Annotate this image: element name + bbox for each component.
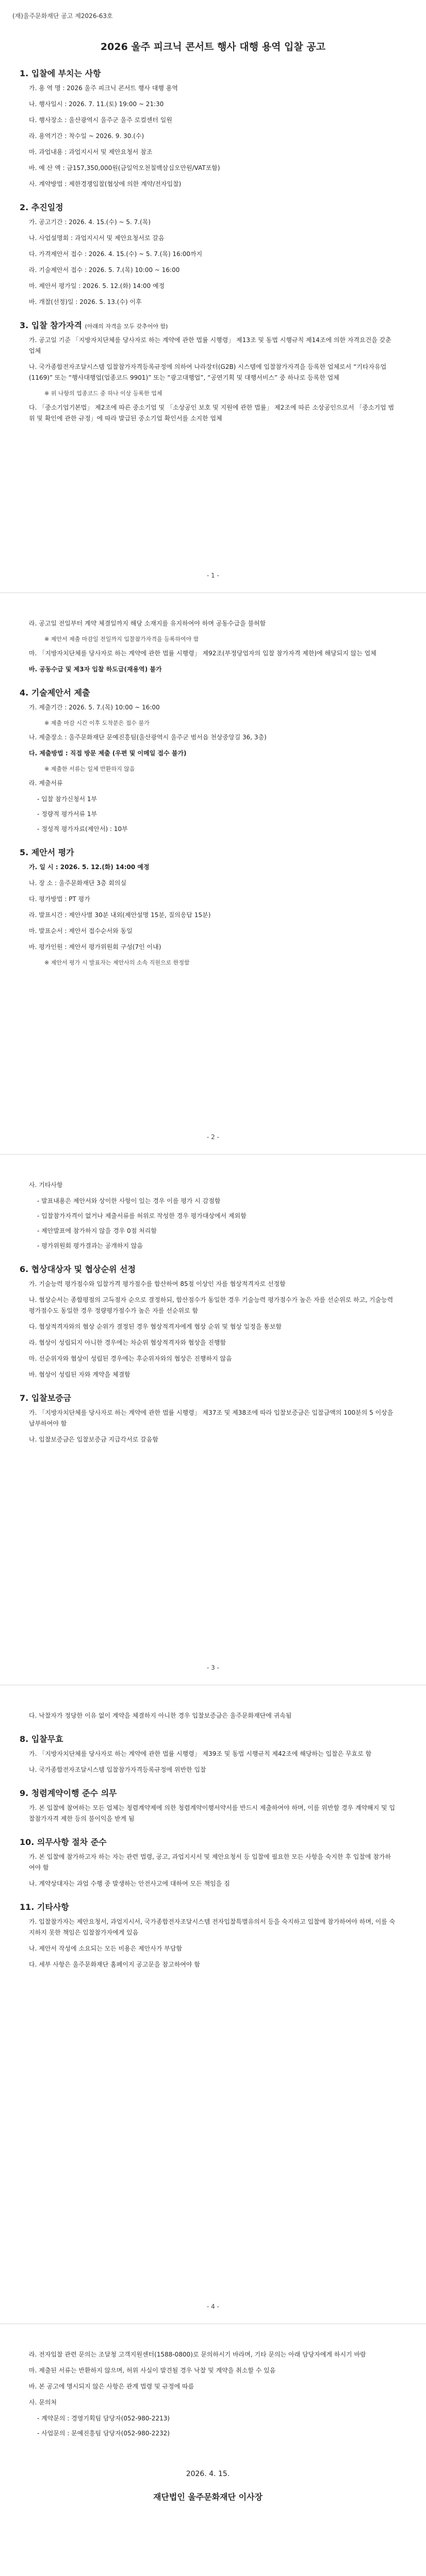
s6-item: 다. 협상적격자와의 협상 순위가 결정된 경우 협상적격자에게 협상 순위 및 협상 일정을 통보함 (29, 1323, 282, 1330)
section-10-title: 10. 의무사항 절차 준수 (20, 1837, 107, 1847)
s2-item: 나. 사업설명회 : 과업지시서 및 제안요청서로 갈음 (29, 234, 165, 242)
s5-note: ※ 제안서 평가 시 발표자는 제안사의 소속 직원으로 한정함 (44, 959, 190, 966)
s4-item: 다. 제출방법 : 직접 방문 제출 (우편 및 이메일 접수 불가) (29, 750, 187, 757)
s3-item: 라. 공고일 전일부터 계약 체결일까지 해당 소재지를 유지하여야 하며 공동수급을 불허함 (29, 620, 266, 627)
s1-item: 다. 행사장소 : 울산광역시 울주군 울주 로컬센터 일원 (29, 116, 172, 124)
s3-item: 나. 국가종합전자조달시스템 입찰참가자격등록규정에 의하여 나라장터(G2B) 시스템에 입찰참가자격을 등록한 업체로서 “기타자유업(1169)” 또는 “행사대행업(업종코드 9901)” 또는 “광고대행업”, “공연기획 및 대행서비스” 중 하나로 등록한 업체 (29, 363, 387, 381)
s4-subitem: - 정량적 평가서류 1부 (37, 810, 97, 818)
s1-item: 바. 예 산 액 : 금157,350,000원(금일억오천칠백삼십오만원/VAT포함) (29, 164, 220, 172)
page-1 (0, 67, 426, 429)
s1-item: 가. 용 역 명 : 2026 울주 피크닉 콘서트 행사 대행 용역 (29, 84, 178, 92)
s4-item: 라. 제출서류 (29, 779, 63, 787)
s3-item: 가. 공고일 기준 「지방자치단체를 당사자로 하는 계약에 관한 법률 시행령」 제13조 및 동법 시행규칙 제14조에 의한 자격요건을 갖춘 업체 (29, 336, 391, 354)
section-2-title: 2. 추진일정 (20, 202, 63, 212)
section-3-note: (아래의 자격을 모두 갖추어야 함) (85, 323, 168, 330)
page-number: - 3 - (207, 1664, 219, 1671)
s6-item: 나. 협상순서는 종합평점의 고득점자 순으로 결정하되, 합산점수가 동일한 경우 기술능력 평가점수가 높은 자를 선순위로 하고, 기술능력 평가점수도 동일한 경우 정량평가점수가 높은 자를 선순위로 함 (29, 1296, 394, 1314)
section-1-title: 1. 입찰에 부치는 사항 (20, 69, 101, 78)
s11-item: 라. 전자입찰 관련 문의는 조달청 고객지원센터(1588-0800)로 문의하시기 바라며, 기타 문의는 아래 담당자에게 하시기 바람 (29, 2351, 366, 2358)
s2-item: 마. 제안서 평가일 : 2026. 5. 12.(화) 14:00 예정 (29, 282, 165, 290)
s11-item: 마. 제출된 서류는 반환하지 않으며, 허위 사실이 발견될 경우 낙찰 및 계약을 취소할 수 있음 (29, 2367, 276, 2374)
section-4-title: 4. 기술제안서 제출 (20, 688, 90, 698)
page-2 (0, 618, 426, 972)
s4-note: ※ 제출한 서류는 일체 반환하지 않음 (44, 766, 135, 772)
s5-item: 마. 발표순서 : 제안서 접수순서와 동일 (29, 927, 133, 935)
s7-item: 나. 입찰보증금은 입찰보증금 지급각서로 갈음함 (29, 1436, 158, 1443)
s11-subitem: - 계약문의 : 경영기획팀 담당자(052-980-2213) (37, 2415, 170, 2422)
section-11-title: 11. 기타사항 (20, 1902, 69, 1912)
section-9-title: 9. 청렴계약이행 준수 의무 (20, 1788, 117, 1798)
s5-subitem: - 발표내용은 제안서와 상이한 사항이 있는 경우 이를 평가 시 감점함 (37, 1197, 221, 1205)
page-3 (0, 1180, 426, 1450)
s11-item: 나. 제안서 작성에 소요되는 모든 비용은 제안사가 부담함 (29, 1945, 183, 1952)
s2-item: 바. 개찰(선정)일 : 2026. 5. 13.(수) 이후 (29, 298, 142, 306)
s2-item: 가. 공고기간 : 2026. 4. 15.(수) ~ 5. 7.(목) (29, 218, 151, 226)
s11-item: 가. 입찰참가자는 제안요청서, 과업지시서, 국가종합전자조달시스템 전자입찰특별유의서 등을 숙지하고 입찰에 참가하여야 하며, 이를 숙지하지 못한 책임은 입찰참가자에게 있음 (29, 1918, 396, 1936)
s5-item: 사. 기타사항 (29, 1181, 63, 1189)
s11-item: 바. 본 공고에 명시되지 않은 사항은 관계 법령 및 규정에 따름 (29, 2383, 194, 2390)
s11-item: 사. 문의처 (29, 2399, 57, 2406)
s5-item: 가. 일 시 : 2026. 5. 12.(화) 14:00 예정 (29, 863, 150, 871)
s10-item: 나. 계약상대자는 과업 수행 중 발생하는 안전사고에 대하여 모든 책임을 짐 (29, 1880, 230, 1887)
s5-subitem: - 제안발표에 참가하지 않을 경우 0점 처리함 (37, 1227, 157, 1234)
s4-item: 가. 제출기간 : 2026. 5. 7.(목) 10:00 ~ 16:00 (29, 704, 160, 711)
doc-title: 2026 울주 피크닉 콘서트 행사 대행 용역 입찰 공고 (100, 41, 326, 53)
section-7-title: 7. 입찰보증금 (20, 1393, 72, 1403)
s6-item: 바. 협상이 성립된 자와 계약을 체결함 (29, 1371, 130, 1378)
page-4 (0, 1710, 426, 1975)
s5-item: 바. 평가인원 : 제안서 평가위원회 구성(7인 이내) (29, 943, 161, 951)
s4-note: ※ 제출 마감 시간 이후 도착분은 접수 불가 (44, 720, 150, 726)
s1-item: 마. 과업내용 : 과업지시서 및 제안요청서 참조 (29, 148, 153, 156)
s7-item: 가. 「지방자치단체를 당사자로 하는 계약에 관한 법률 시행령」 제37조 및 제38조에 따라 입찰보증금은 입찰금액의 100분의 5 이상을 납부하여야 함 (29, 1409, 394, 1427)
sign-org: 재단법인 울주문화재단 이사장 (153, 2492, 263, 2502)
s2-item: 라. 기술제안서 접수 : 2026. 5. 7.(목) 10:00 ~ 16:00 (29, 266, 180, 274)
s4-item: 나. 제출장소 : 울주문화재단 문예진흥팀(울산광역시 울주군 범서읍 천상중앙길 36, 3층) (29, 734, 267, 741)
s6-item: 라. 협상이 성립되지 아니한 경우에는 차순위 협상적격자와 협상을 진행함 (29, 1339, 226, 1346)
s5-subitem: - 평가위원회 평가결과는 공개하지 않음 (37, 1242, 143, 1249)
s11-item: 다. 세부 사항은 울주문화재단 홈페이지 공고문을 참고하여야 함 (29, 1961, 200, 1968)
s8-item: 가. 「지방자치단체를 당사자로 하는 계약에 관한 법률 시행령」 제39조 및 동법 시행규칙 제42조에 해당하는 입찰은 무효로 함 (29, 1750, 372, 1757)
s7-item: 다. 낙찰자가 정당한 이유 없이 계약을 체결하지 아니한 경우 입찰보증금은 울주문화재단에 귀속됨 (29, 1712, 292, 1719)
section-3-heading: 3. 입찰 참가자격 (20, 320, 83, 330)
s9-item: 가. 본 입찰에 참여하는 모든 업체는 청렴계약제에 의한 청렴계약이행서약서를 반드시 제출하여야 하며, 이를 위반할 경우 계약해지 및 입찰참가자격 제한 등의 불이익을 받게 됨 (29, 1804, 396, 1822)
s3-item: 바. 공동수급 및 제3자 입찰 하도급(재용역) 불가 (29, 666, 162, 673)
page-number: - 2 - (207, 1133, 219, 1141)
page-5 (0, 2349, 426, 2502)
s10-item: 가. 본 입찰에 참가하고자 하는 자는 관련 법령, 공고, 과업지시서 및 제안요청서 등 입찰에 필요한 모든 사항을 숙지한 후 입찰에 참가하여야 함 (29, 1853, 391, 1871)
s3-note: ※ 위 나항의 업종코드 중 하나 이상 등록한 업체 (44, 390, 162, 397)
section-8-title: 8. 입찰무효 (20, 1734, 63, 1744)
s5-item: 라. 발표시간 : 제안사별 30분 내외(제안설명 15분, 질의응답 15분) (29, 911, 211, 919)
section-5-title: 5. 제안서 평가 (20, 848, 74, 857)
s11-subitem: - 사업문의 : 문예진흥팀 담당자(052-980-2232) (37, 2430, 170, 2437)
s5-subitem: - 입찰참가자격이 없거나 제출서류를 허위로 작성한 경우 평가대상에서 제외함 (37, 1212, 247, 1219)
s3-note: ※ 제안서 제출 마감일 전일까지 입찰참가자격을 등록하여야 함 (44, 636, 199, 642)
page-number: - 1 - (207, 572, 219, 579)
s4-subitem: - 입찰 참가신청서 1부 (37, 795, 97, 803)
sign-date: 2026. 4. 15. (186, 2470, 230, 2478)
s3-item: 마. 「지방자치단체를 당사자로 하는 계약에 관한 법률 시행령」 제92조(부정당업자의 입찰 참가자격 제한)에 해당되지 않는 업체 (29, 650, 376, 657)
s1-item: 라. 용역기간 : 착수일 ~ 2026. 9. 30.(수) (29, 132, 144, 140)
s8-item: 나. 국가종합전자조달시스템 입찰참가자격등록규정에 위반한 입찰 (29, 1766, 206, 1773)
s1-item: 사. 계약방법 : 제한경쟁입찰(협상에 의한 계약/전자입찰) (29, 180, 182, 188)
page-number: - 4 - (207, 2303, 219, 2310)
doc-number: (재)울주문화재단 공고 제2026-63호 (12, 12, 113, 20)
s5-item: 나. 장 소 : 울주문화재단 3층 회의실 (29, 879, 127, 887)
s5-item: 다. 평가방법 : PT 평가 (29, 895, 90, 903)
s6-item: 마. 선순위자와 협상이 성립된 경우에는 후순위자와의 협상은 진행하지 않음 (29, 1355, 232, 1362)
s2-item: 다. 가격제안서 접수 : 2026. 4. 15.(수) ~ 5. 7.(목) 16:00까지 (29, 250, 203, 258)
s1-item: 나. 행사일시 : 2026. 7. 11.(토) 19:00 ~ 21:30 (29, 100, 164, 108)
s4-subitem: - 정성적 평가자료(제안서) : 10부 (37, 825, 128, 833)
s3-item: 다. 「중소기업기본법」 제2조에 따른 중소기업 및 「소상공인 보호 및 지원에 관한 법률」 제2조에 따른 소상공인으로서 「중소기업 범위 및 확인에 관한 규정」에 따라 발급된 중소기업 확인서를 소지한 업체 (29, 404, 395, 422)
section-6-title: 6. 협상대상자 및 협상순위 선정 (20, 1264, 136, 1274)
s6-item: 가. 기술능력 평가점수와 입찰가격 평가점수를 합산하여 85점 이상인 자를 협상적격자로 선정함 (29, 1280, 286, 1287)
section-3-title (20, 319, 396, 331)
page-divider (0, 1154, 426, 1155)
page-divider (0, 592, 426, 593)
